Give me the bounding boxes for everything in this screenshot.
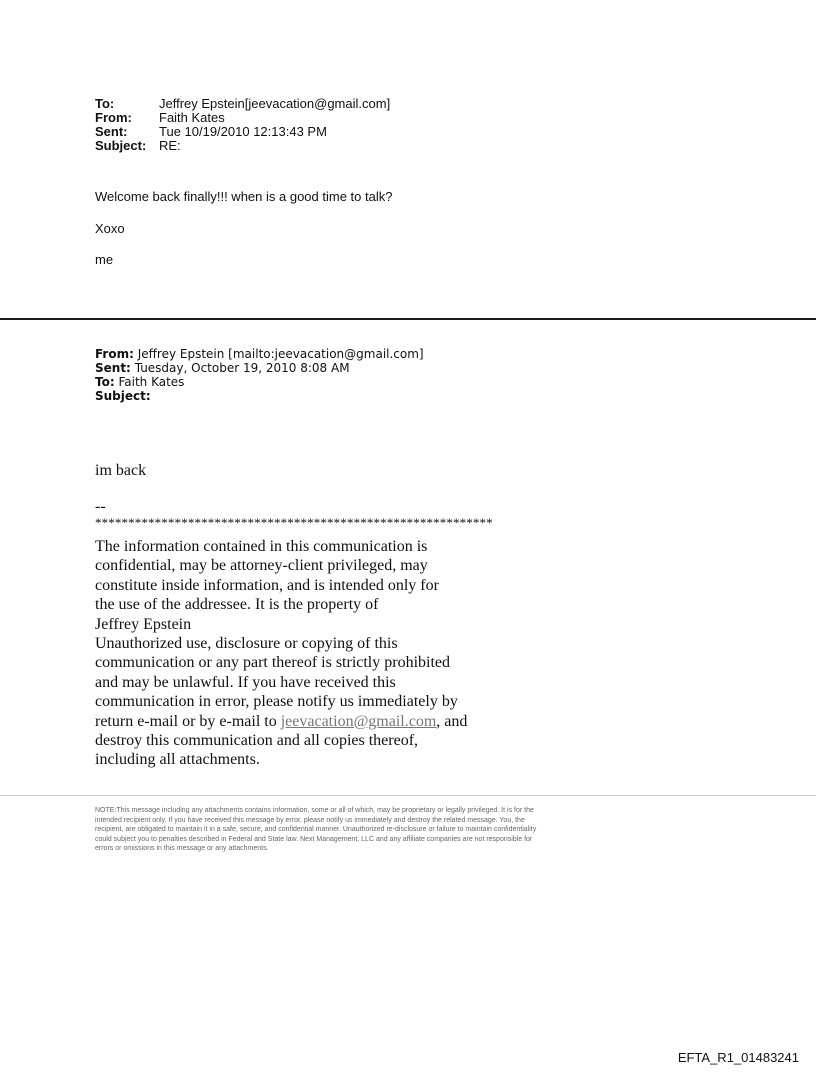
disclaimer-line: communication or any part thereof is strictly prohibited: [95, 654, 451, 672]
disclaimer-line: destroy this communication and all copies thereof,: [95, 732, 419, 750]
disclaimer-line: including all attachments.: [95, 751, 260, 769]
legal-note: [95, 806, 735, 854]
disclaimer-line: communication in error, please notify us immediately by: [95, 693, 458, 711]
signature-stars: ************************************************************: [95, 515, 493, 530]
to-value: Jeffrey Epstein[jeevacation@gmail.com]: [159, 96, 391, 111]
note-divider: [0, 795, 816, 796]
from-label: From:: [95, 110, 132, 125]
disclaimer-email-line: [95, 712, 495, 731]
note-line: recipient, are obligated to maintain it in a safe, secure, and confidential manner. Unauthorized re-disclosure or failure to maintain confidentiality: [95, 826, 537, 833]
disclaimer-line: constitute inside information, and is intended only for: [95, 576, 439, 594]
disclaimer-line: Unauthorized use, disclosure or copying of this: [95, 635, 398, 653]
sent-row: [95, 125, 390, 139]
from-row: [95, 111, 390, 125]
document-id: EFTA_R1_01483241: [677, 1050, 799, 1065]
to-row: [95, 97, 390, 111]
quoted-to-value: Faith Kates: [118, 375, 185, 389]
message-divider: [0, 318, 816, 320]
reply-body: Welcome back finally!!! when is a good time to talk?: [95, 189, 393, 204]
email-header: [95, 97, 390, 153]
disclaimer-line: Jeffrey Epstein: [95, 615, 192, 633]
email-line-prefix: return e-mail or by e-mail to: [95, 712, 281, 730]
quoted-subject-label: Subject:: [95, 389, 151, 403]
disclaimer-line: The information contained in this communication is: [95, 538, 428, 555]
disclaimer-line: the use of the addressee. It is the property of: [95, 596, 379, 614]
to-label: To:: [95, 96, 115, 111]
note-line: NOTE:This message including any attachments contains information, some or all of which, may be proprietary or legally privileged. It is for the: [95, 807, 534, 814]
quoted-from-row: [95, 347, 424, 361]
email-line-suffix: , and: [436, 712, 468, 730]
sent-value: Tue 10/19/2010 12:13:43 PM: [159, 124, 327, 139]
email-link[interactable]: jeevacation@gmail.com: [280, 712, 437, 730]
from-value: Faith Kates: [159, 110, 225, 125]
note-line: could subject you to penalties described in Federal and State law. Next Management, LLC and any affiliate companies are not responsible for: [95, 835, 533, 843]
confidentiality-disclaimer: [95, 537, 495, 770]
quoted-from-label: From:: [95, 347, 134, 361]
disclaimer-line: and may be unlawful. If you have received this: [95, 673, 396, 691]
disclaimer-line: confidential, may be attorney-client privileged, may: [95, 557, 428, 575]
quoted-sent-value: Tuesday, October 19, 2010 8:08 AM: [134, 361, 350, 375]
reply-signature: me: [95, 252, 114, 267]
note-line: intended recipient only. If you have received this message by error, please notify us immediately and destroy the related message. You, the: [95, 816, 525, 824]
subject-row: [95, 139, 390, 153]
quoted-to-row: [95, 375, 424, 389]
subject-label: Subject:: [95, 138, 147, 153]
quoted-to-label: To:: [95, 375, 115, 389]
reply-signoff: Xoxo: [95, 221, 125, 236]
quoted-subject-row: [95, 389, 424, 403]
signature-dashes: --: [95, 498, 106, 515]
quoted-body: im back: [95, 462, 147, 479]
quoted-sent-label: Sent:: [95, 361, 131, 375]
quoted-sent-row: [95, 361, 424, 375]
note-line: errors or omissions in this message or any attachments.: [95, 845, 269, 852]
quoted-from-value: Jeffrey Epstein [mailto:jeevacation@gmail.com]: [137, 347, 424, 361]
quoted-header: [95, 347, 424, 403]
sent-label: Sent:: [95, 124, 128, 139]
subject-value: RE:: [159, 138, 181, 153]
